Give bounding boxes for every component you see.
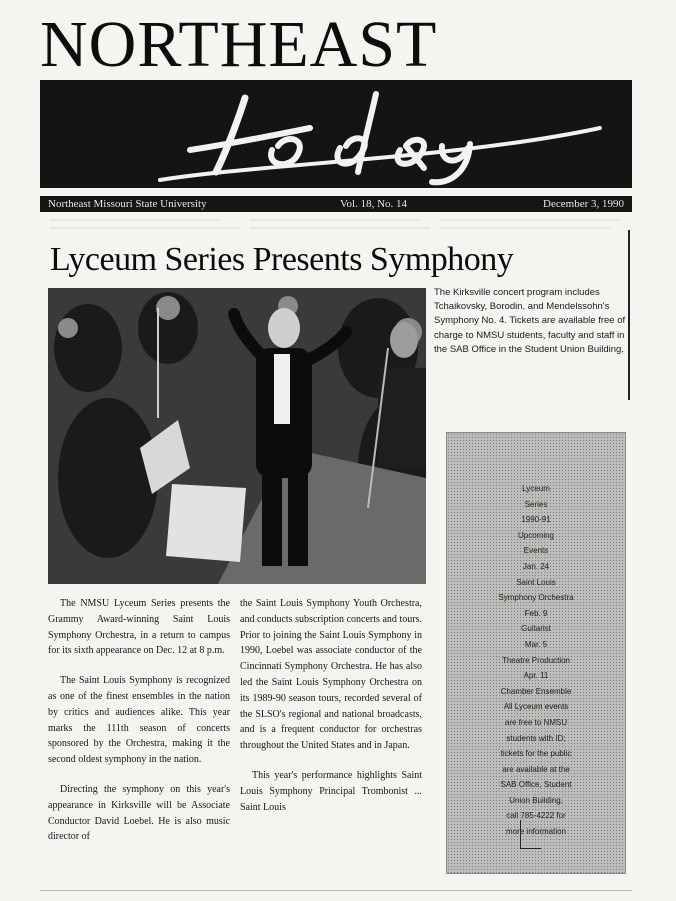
article-column-1 <box>48 596 230 845</box>
masthead-title: NORTHEAST <box>40 14 438 76</box>
events-line: call 785-4222 for <box>506 811 566 821</box>
events-line: Saint Louis <box>516 577 556 587</box>
events-line: Feb. 9 <box>524 608 548 618</box>
events-line: Upcoming <box>517 530 554 540</box>
article-column-2 <box>240 596 422 815</box>
article-paragraph: The Saint Louis Symphony is recognized as one of the finest ensembles in the nation by critics and audiences alike. This year marks the 111th season of concerts sponsored by the Orchestra, making it the second oldest symphony in the nation. <box>48 675 230 766</box>
issue-date: December 3, 1990 <box>543 198 624 210</box>
events-line: Guitarist <box>521 624 551 634</box>
article-paragraph: Directing the symphony on this year's appearance in Kirksville will be Associate Conductor David Loebel. He is also music director of <box>48 783 230 843</box>
events-line: are free to NMSU <box>504 717 568 727</box>
events-line: Mar. 5 <box>524 639 548 649</box>
events-line: Jan. 24 <box>522 561 550 571</box>
article-paragraph: the Saint Louis Symphony Youth Orchestra, and conducts subscription concerts and tours. Prior to joining the Saint Louis Symphony in 1990, Loebel was associate conductor of the Cincinnati Symphony Orchestra. He has also led the Saint Louis Symphony Orchestra on its 1989-90 season tours, recorded several of the SLSO's regional and national broadcasts, and is a frequent conductor for orchestras throughout the United States and in Japan. <box>240 598 422 752</box>
article-headline: Lyceum Series Presents Symphony <box>50 241 514 278</box>
lyceum-events-box <box>446 432 626 874</box>
events-line: Lyceum <box>522 484 550 493</box>
show-through-lines <box>40 214 632 238</box>
events-line: Union Building, <box>509 795 563 805</box>
events-line: tickets for the public <box>500 749 572 759</box>
orchestra-photo <box>48 288 426 584</box>
masthead-banner <box>40 80 632 188</box>
events-line: Events <box>523 546 549 556</box>
events-line: students with ID; <box>506 733 566 743</box>
volume-number: Vol. 18, No. 14 <box>340 198 408 210</box>
events-line: Series <box>524 499 548 509</box>
page-bottom-rule <box>40 890 632 891</box>
events-line: are available at the <box>502 764 570 774</box>
events-line: Theatre Production <box>501 655 571 665</box>
banner-script-word <box>190 152 510 153</box>
events-line: Symphony Orchestra <box>498 593 574 603</box>
today-script-logo <box>40 80 632 188</box>
masthead-info-bar <box>40 196 632 212</box>
column-rule <box>628 230 630 400</box>
events-line: more information <box>505 827 567 837</box>
article-paragraph: The NMSU Lyceum Series presents the Grammy Award-winning Saint Louis Symphony Orchestra, in a return to campus for its sixth appearance on Dec. 12 at 8 p.m. <box>48 598 230 657</box>
events-line: SAB Office, Student <box>500 780 572 790</box>
events-list <box>455 481 617 840</box>
corner-mark <box>520 820 541 849</box>
university-name: Northeast Missouri State University <box>48 198 207 210</box>
events-line: Chamber Ensemble <box>500 686 572 696</box>
sidebar-note: The Kirksville concert program includes Tchaikovsky, Borodin, and Mendelssohn's Symphony No. 4. Tickets are available free of charge to NMSU students, faculty and staff in the SAB Office in the Student Union Building. <box>434 287 626 355</box>
events-line: 1990-91 <box>521 515 551 525</box>
article-paragraph: This year's performance highlights Saint Louis Symphony Principal Trombonist ... Saint Louis <box>240 769 422 813</box>
events-line: All Lyceum events <box>503 702 569 712</box>
events-line: Apr. 11 <box>523 671 549 681</box>
